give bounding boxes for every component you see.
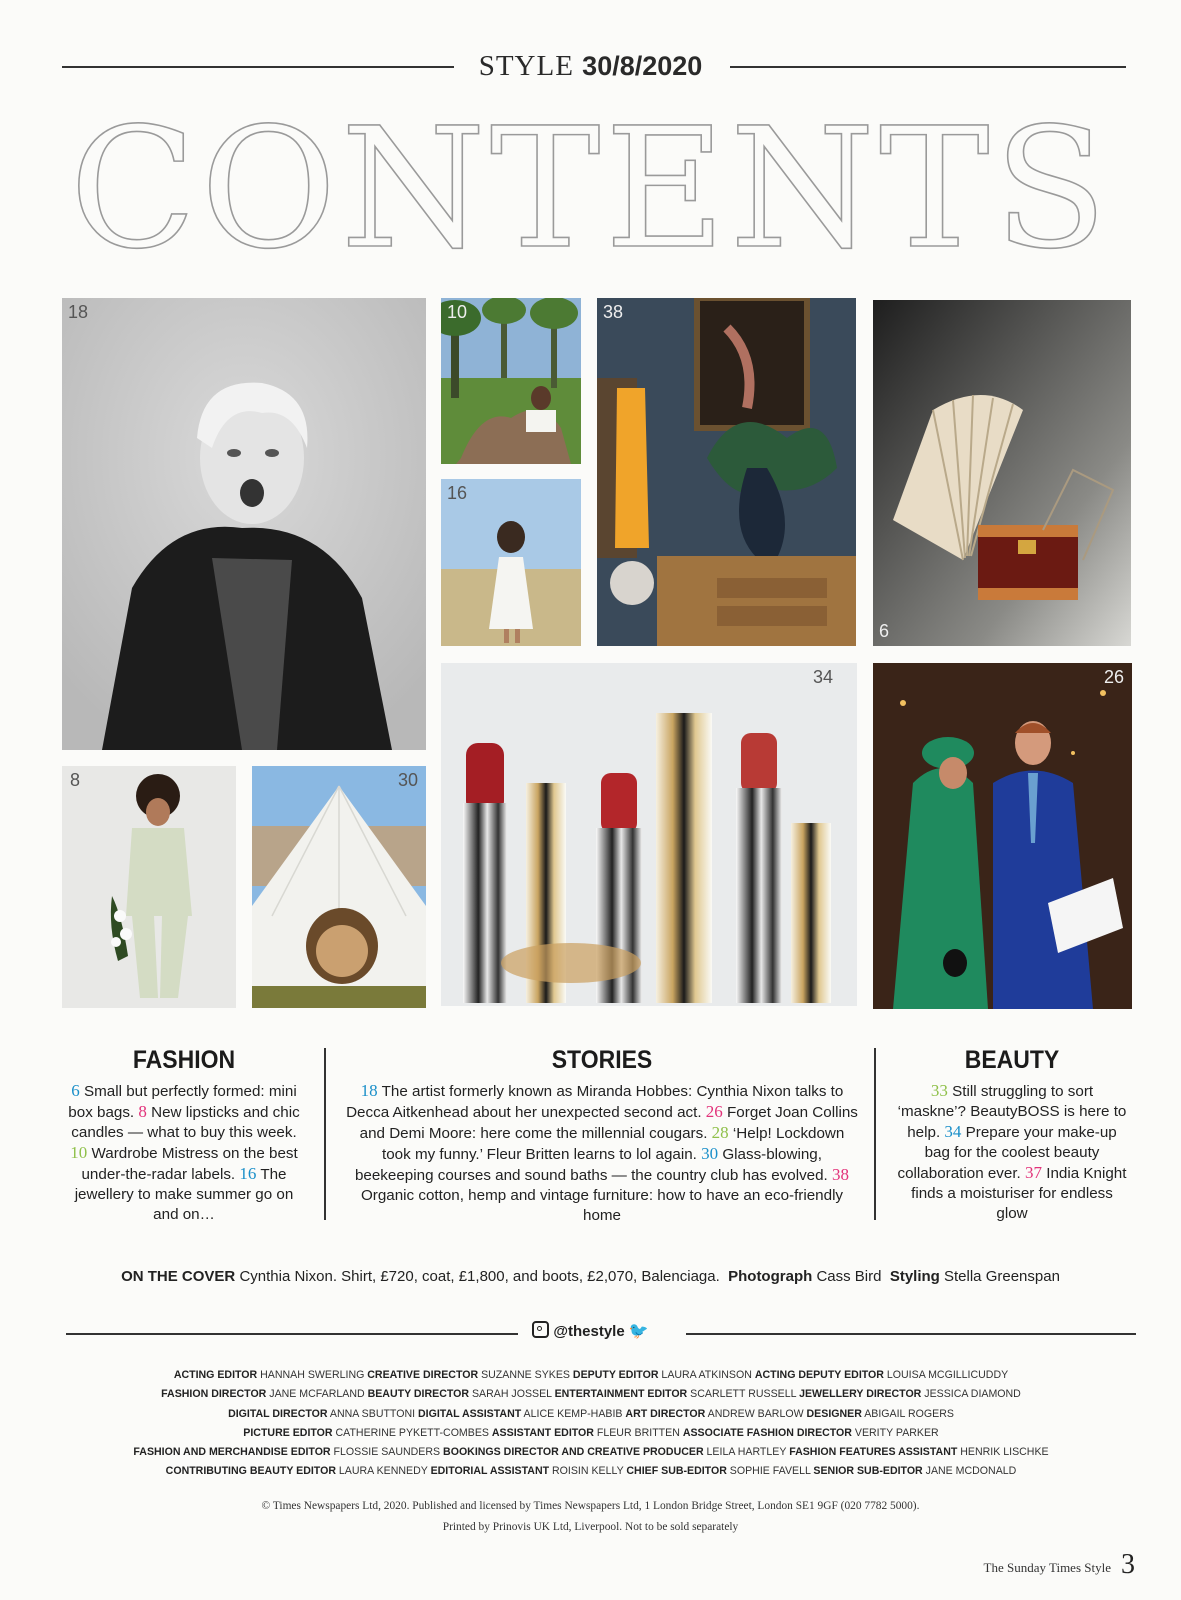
entry-text: New lipsticks and chic candles — what to buy this week. xyxy=(71,1104,300,1141)
section-beauty xyxy=(896,1046,1128,1224)
photo-royals-image xyxy=(873,663,1132,1009)
photo-page-number: 16 xyxy=(447,483,468,503)
entry-text: Still struggling to sort ‘maskne’? BeautyBOSS is here to help. xyxy=(897,1083,1127,1141)
staff-name: FLEUR BRITTEN xyxy=(593,1426,683,1439)
photo-page-number: 34 xyxy=(812,667,833,687)
copyright xyxy=(0,1496,1181,1538)
staff-line xyxy=(60,1385,1122,1404)
cover-label: ON THE COVER xyxy=(121,1268,236,1285)
staff-name: ALICE KEMP-HABIB xyxy=(521,1407,626,1420)
staff-name: ABIGAIL ROGERS xyxy=(861,1407,954,1420)
photograph-label: Photograph xyxy=(728,1268,813,1285)
staff-role: ACTING DEPUTY EDITOR xyxy=(754,1369,884,1381)
entry-page-number[interactable]: 8 xyxy=(138,1102,147,1121)
staff-line xyxy=(60,1366,1122,1385)
staff-name: FLOSSIE SAUNDERS xyxy=(330,1446,444,1459)
staff-role: CHIEF SUB-EDITOR xyxy=(626,1465,727,1478)
stylist-name: Stella Greenspan xyxy=(944,1268,1060,1285)
staff-role: JEWELLERY DIRECTOR xyxy=(799,1388,922,1401)
section-heading: FASHION xyxy=(132,1046,236,1074)
footer-publication: The Sunday Times Style xyxy=(983,1560,1111,1575)
staff-role: EDITORIAL ASSISTANT xyxy=(430,1465,550,1478)
header-section: STYLE xyxy=(478,50,574,82)
staff-name: LEILA HARTLEY xyxy=(703,1446,790,1459)
staff-role: ART DIRECTOR xyxy=(625,1407,706,1420)
photo-page-number: 6 xyxy=(879,621,890,641)
entry-page-number[interactable]: 16 xyxy=(239,1164,257,1183)
staff-name: SARAH JOSSEL xyxy=(469,1388,555,1401)
section-body xyxy=(896,1081,1128,1224)
entry-text: India Knight finds a moisturiser for endless glow xyxy=(911,1165,1127,1222)
staff-role: FASHION DIRECTOR xyxy=(161,1388,267,1401)
column-divider xyxy=(874,1048,876,1220)
styling-label: Styling xyxy=(889,1268,940,1285)
staff-role: SENIOR SUB-EDITOR xyxy=(813,1465,923,1478)
staff-name: VERITY PARKER xyxy=(851,1426,939,1439)
staff-name: HENRIK LISCHKE xyxy=(957,1446,1049,1459)
entry-text: Wardrobe Mistress on the best under-the-radar labels. xyxy=(81,1145,298,1183)
entry-text: The jewellery to make summer go on and on… xyxy=(74,1166,294,1223)
social-handle-block xyxy=(0,1321,1181,1341)
staff-role: DIGITAL DIRECTOR xyxy=(228,1407,328,1420)
staff-name: ANNA SBUTTONI xyxy=(327,1407,418,1420)
photo-page-number: 8 xyxy=(70,770,81,790)
entry-page-number[interactable]: 28 xyxy=(711,1123,729,1142)
instagram-icon[interactable] xyxy=(532,1321,549,1338)
photo-page-number: 30 xyxy=(397,770,418,790)
photo-interior[interactable] xyxy=(597,298,856,646)
photo-beach-dress[interactable] xyxy=(441,479,581,646)
staff-role: DESIGNER xyxy=(806,1407,862,1420)
photo-beach-dress-image xyxy=(441,479,581,646)
staff-role: CREATIVE DIRECTOR xyxy=(367,1369,479,1381)
photo-page-number: 18 xyxy=(68,302,89,322)
staff-name: JESSICA DIAMOND xyxy=(921,1388,1021,1401)
staff-line xyxy=(60,1462,1122,1481)
staff-role: DIGITAL ASSISTANT xyxy=(418,1407,522,1420)
header-title xyxy=(0,50,1181,83)
entry-page-number[interactable]: 26 xyxy=(705,1102,723,1121)
staff-role: CONTRIBUTING BEAUTY EDITOR xyxy=(165,1465,336,1478)
staff-name: JANE MCFARLAND xyxy=(266,1388,368,1401)
social-handle[interactable]: @thestyle xyxy=(553,1323,625,1340)
photo-suit[interactable] xyxy=(62,766,236,1008)
photo-fan-bag-image xyxy=(873,300,1131,646)
header-date: 30/8/2020 xyxy=(582,51,703,81)
staff-role: DEPUTY EDITOR xyxy=(572,1369,659,1381)
column-divider xyxy=(324,1048,326,1220)
staff-name: SCARLETT RUSSELL xyxy=(687,1388,800,1401)
staff-role: BEAUTY DIRECTOR xyxy=(367,1388,470,1401)
entry-page-number[interactable]: 10 xyxy=(70,1143,88,1162)
entry-text: Organic cotton, hemp and vintage furniture: how to have an eco-friendly home xyxy=(360,1187,844,1224)
photo-tent-image xyxy=(252,766,426,1008)
staff-name: CATHERINE PYKETT-COMBES xyxy=(332,1426,492,1439)
section-stories xyxy=(346,1046,858,1226)
footer-page-number: 3 xyxy=(1121,1549,1135,1580)
section-body xyxy=(346,1081,858,1226)
entry-text: Small but perfectly formed: mini box bags. xyxy=(68,1083,297,1121)
staff-line xyxy=(60,1405,1122,1424)
staff-name: LOUISA MCGILLICUDDY xyxy=(883,1369,1009,1381)
twitter-icon[interactable]: 🐦 xyxy=(628,1323,649,1340)
staff-masthead xyxy=(60,1366,1122,1482)
entry-text: The artist formerly known as Miranda Hobbes: Cynthia Nixon talks to Decca Aitkenhead about her unexpected second act. xyxy=(346,1083,844,1121)
staff-role: ACTING EDITOR xyxy=(173,1369,258,1381)
staff-name: SOPHIE FAVELL xyxy=(726,1465,814,1478)
staff-name: ANDREW BARLOW xyxy=(705,1407,807,1420)
entry-page-number[interactable]: 33 xyxy=(930,1081,948,1100)
staff-name: LAURA ATKINSON xyxy=(658,1369,755,1381)
section-heading: BEAUTY xyxy=(964,1046,1060,1074)
staff-name: HANNAH SWERLING xyxy=(257,1369,368,1381)
printer-line: Printed by Prinovis UK Ltd, Liverpool. Not to be sold separately xyxy=(442,1521,739,1533)
entry-page-number[interactable]: 6 xyxy=(71,1081,80,1100)
cover-credit xyxy=(0,1268,1181,1285)
photo-page-number: 26 xyxy=(1103,667,1124,687)
staff-name: LAURA KENNEDY xyxy=(335,1465,431,1478)
staff-role: BOOKINGS DIRECTOR AND CREATIVE PRODUCER xyxy=(443,1446,704,1459)
photo-tent[interactable] xyxy=(252,766,426,1008)
photo-lipsticks[interactable] xyxy=(441,663,857,1006)
entry-text: Forget Joan Collins and Demi Moore: here come the millennial cougars. xyxy=(359,1104,858,1142)
photo-royals[interactable] xyxy=(873,663,1132,1009)
photo-lipsticks-image xyxy=(441,663,857,1006)
staff-role: PICTURE EDITOR xyxy=(243,1426,333,1439)
photo-page-number: 38 xyxy=(603,302,624,322)
entry-text: ‘Help! Lockdown took my funny.’ Fleur Britten learns to lol again. xyxy=(382,1125,845,1163)
photographer-name: Cass Bird xyxy=(816,1268,882,1285)
section-body xyxy=(62,1081,306,1225)
section-fashion xyxy=(62,1046,306,1225)
entry-page-number[interactable]: 34 xyxy=(944,1122,962,1141)
entry-page-number[interactable]: 38 xyxy=(832,1165,850,1184)
staff-name: SUZANNE SYKES xyxy=(478,1369,573,1381)
photo-lawn[interactable] xyxy=(441,298,581,464)
staff-role: FASHION FEATURES ASSISTANT xyxy=(789,1446,958,1459)
staff-line xyxy=(60,1443,1122,1462)
staff-role: ASSOCIATE FASHION DIRECTOR xyxy=(682,1426,852,1439)
photo-fan-bag[interactable] xyxy=(873,300,1131,646)
entry-page-number[interactable]: 37 xyxy=(1025,1163,1043,1182)
photo-suit-image xyxy=(62,766,236,1008)
staff-role: ASSISTANT EDITOR xyxy=(491,1426,594,1439)
entry-page-number[interactable]: 30 xyxy=(701,1144,719,1163)
staff-name: JANE MCDONALD xyxy=(922,1465,1017,1478)
photo-cynthia-nixon-image xyxy=(62,298,426,750)
entry-text: Prepare your make-up bag for the coolest beauty collaboration ever. xyxy=(897,1124,1117,1182)
section-heading: STORIES xyxy=(551,1046,653,1074)
photo-interior-image xyxy=(597,298,856,646)
staff-role: ENTERTAINMENT EDITOR xyxy=(554,1388,688,1401)
contents-heading: CONTENTS xyxy=(69,93,1112,286)
staff-line xyxy=(60,1424,1122,1443)
copyright-line: © Times Newspapers Ltd, 2020. Published and licensed by Times Newspapers Ltd, 1 London Bridge Street, London SE1 9GF (020 7782 5000). xyxy=(261,1500,920,1512)
staff-role: FASHION AND MERCHANDISE EDITOR xyxy=(133,1446,331,1459)
staff-name: ROISIN KELLY xyxy=(549,1465,627,1478)
cover-text: Cynthia Nixon. Shirt, £720, coat, £1,800, and boots, £2,070, Balenciaga. xyxy=(239,1268,720,1285)
entry-page-number[interactable]: 18 xyxy=(360,1081,378,1100)
photo-cynthia-nixon[interactable] xyxy=(62,298,426,750)
photo-page-number: 10 xyxy=(447,302,468,322)
entry-text: Glass-blowing, beekeeping courses and sound baths — the country club has evolved. xyxy=(354,1146,828,1184)
